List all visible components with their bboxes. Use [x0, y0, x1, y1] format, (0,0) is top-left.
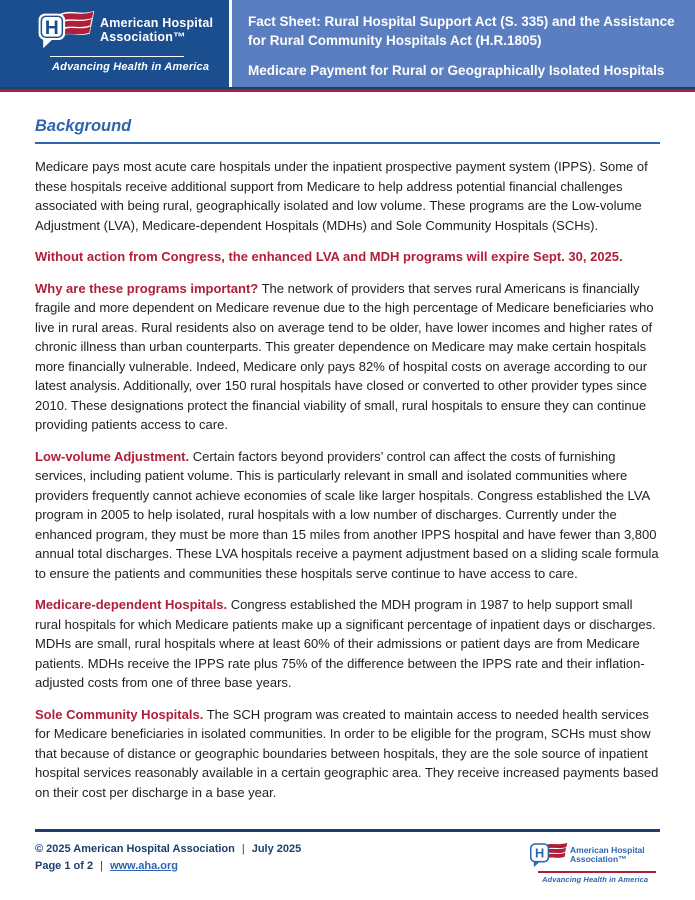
- footer-logo-tail: [534, 862, 540, 867]
- paragraph-sch-text: The SCH program was created to maintain access to needed health services for Medicare beneficiaries in isolated communities. In order to be eligible for the program, SCHs must show that because of distance or geographic boundaries between hospitals, they are the sole source of inpatient hospital services reasonably available in a certain geographic area. They receive increased payments based on their cost per discharge in a base year.: [35, 706, 659, 800]
- org-tagline: Advancing Health in America: [52, 61, 210, 73]
- footer-text-block: [35, 841, 301, 875]
- aha-logo-block: [0, 0, 229, 87]
- aha-website-link[interactable]: www.aha.org: [109, 860, 178, 872]
- copyright-text: © 2025 American Hospital Association: [35, 843, 235, 855]
- footer-logo-divider: [538, 871, 656, 873]
- fact-sheet-subtitle: Medicare Payment for Rural or Geographically Isolated Hospitals: [248, 63, 665, 78]
- section-heading: Background: [35, 117, 660, 144]
- org-name: American Hospital Association™: [100, 16, 214, 44]
- paragraph-importance-lead: Why are these programs important?: [35, 280, 259, 296]
- paragraph-sole-community-hospitals: [35, 705, 660, 803]
- paragraph-sch-lead: Sole Community Hospitals.: [35, 706, 204, 722]
- footer-aha-emblem-icon: [528, 841, 570, 869]
- footer-line-1: [35, 841, 301, 858]
- flag-stripes-icon: [61, 12, 94, 35]
- logo-tail: [43, 39, 52, 48]
- footer-org-tagline: Advancing Health in America: [542, 875, 649, 884]
- paragraph-low-volume-adjustment: [35, 447, 660, 584]
- paragraph-expiration-warning: Without action from Congress, the enhanced LVA and MDH programs will expire Sept. 30, 2025.: [35, 249, 623, 264]
- aha-emblem-icon: [34, 9, 98, 51]
- footer-separator: |: [100, 860, 103, 872]
- paragraph-intro: Medicare pays most acute care hospitals under the inpatient prospective payment system (IPPS). Some of these hospitals receive additional support from Medicare to help address potential financial challenges associated with being rural, geographically isolated and low volume. These programs are the Low-volume Adjustment (LVA), Medicare-dependent Hospitals (MDHs) and Sole Community Hospitals (SCHs).: [35, 159, 648, 233]
- red-divider: [0, 89, 695, 92]
- paragraph-lva-lead: Low-volume Adjustment.: [35, 448, 190, 464]
- fact-sheet-title: Fact Sheet: Rural Hospital Support Act (S. 335) and the Assistance for Rural Community Hospitals Act (H.R.1805): [248, 14, 675, 48]
- logo-divider: [50, 56, 184, 57]
- footer-org-name: American Hospital Association™: [570, 844, 645, 864]
- header-title-block: [232, 0, 695, 87]
- footer-line-2: [35, 858, 301, 875]
- paragraph-mdh-text: Congress established the MDH program in 1987 to help support small rural hospitals for which Medicare patients make up a significant percentage of inpatient days or discharges. MDHs are small, rural hospitals where at least 60% of their admissions or patient days are from Medicare patients. MDHs receive the IPPS rate plus 75% of the difference between the IPPS rate and their inflation-adjusted costs from one of three base years.: [35, 597, 656, 690]
- footer-aha-logo: [528, 841, 660, 884]
- paragraph-importance-text: The network of providers that serves rural Americans is financially fragile and more dependent on Medicare revenue due to the high percentage of Medicare beneficiaries who live in rural areas. Rural residents also on average tend to be older, have lower incomes and higher rates of chronic illness than urban counterparts. This greater dependence on Medicare may make certain hospitals more financially vulnerable. Indeed, Medicare only pays 82% of hospital costs on average according to our latest analysis. Additionally, over 150 rural hospitals have closed or converted to other provider types since 2010. These designations protect the financial viability of small, rural hospitals to ensure they can continue providing patients access to care.: [35, 280, 654, 432]
- footer-divider: [35, 829, 660, 832]
- logo-h-mark: H: [44, 18, 59, 40]
- paragraph-importance: [35, 279, 660, 435]
- document-body: [35, 117, 660, 802]
- footer-separator: |: [241, 843, 245, 855]
- footer: [35, 829, 660, 884]
- paragraph-mdh-lead: Medicare-dependent Hospitals.: [35, 597, 228, 612]
- publish-date: July 2025: [251, 843, 302, 855]
- paragraph-lva-text: Certain factors beyond providers’ control can affect the costs of furnishing services, including patient volume. This is particularly relevant in small and isolated communities where providers frequently cannot achieve economies of scale like larger hospitals. Congress established the LVA program in 2005 to help isolated, rural hospitals with a low number of discharges. Currently under the enhanced program, they must be more than 15 miles from another IPPS hospital and have fewer than 3,800 annual total discharges. These LVA hospitals receive a payment adjustment based on a sliding scale formula to ensure the patients and communities these hospitals serve continue to have access to care.: [35, 448, 659, 581]
- paragraph-medicare-dependent-hospitals: [35, 595, 660, 693]
- header-banner: [0, 0, 695, 87]
- footer-logo-h-mark: H: [534, 845, 545, 861]
- aha-logo-row: [34, 9, 229, 51]
- page-number: Page 1 of 2: [35, 860, 94, 872]
